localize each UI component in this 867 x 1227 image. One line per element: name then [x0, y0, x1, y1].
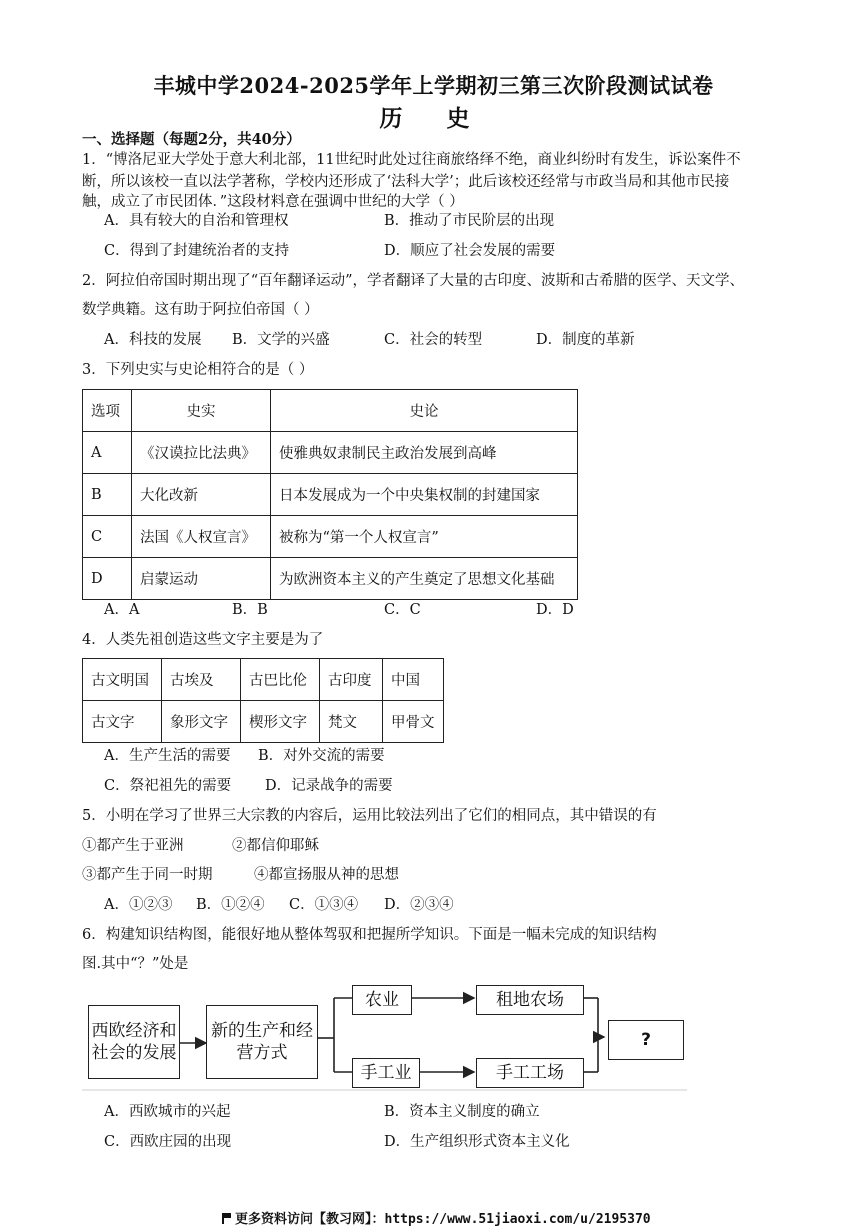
q4-option-c: C．祭祀祖先的需要: [104, 778, 232, 794]
q4-cell: 象形文字: [162, 701, 241, 743]
q1-stem-line1: 1．“博洛尼亚大学处于意大利北部，11世纪时此处过往商旅络绎不绝，商业纠纷时有发生，诉讼案件不: [82, 152, 741, 168]
section-heading: 一、选择题（每题2分，共40分）: [82, 131, 301, 148]
diagram-node-unknown: ?: [608, 1020, 684, 1060]
q5-statement-2: ②都信仰耶稣: [232, 838, 319, 854]
q2-stem-line2: 数学典籍。这有助于阿拉伯帝国（ ）: [82, 302, 319, 318]
q5-option-d: D．②③④: [384, 897, 454, 913]
q5-statement-4: ④都宣扬服从神的思想: [254, 867, 399, 883]
q3-option-b: B．B: [232, 602, 268, 618]
q4-table: [82, 658, 444, 743]
q4-cell: 甲骨文: [383, 701, 444, 743]
q5-statement-3: ③都产生于同一时期: [82, 867, 213, 883]
q5-option-c: C．①③④: [289, 897, 359, 913]
q3-cell: A: [83, 432, 132, 474]
q4-cell: 古埃及: [162, 659, 241, 701]
q4-cell: 古文明国: [83, 659, 162, 701]
diagram-node-economy-society: 西欧经济和社会的发展: [88, 1005, 180, 1079]
q3-table: [82, 389, 578, 600]
q2-option-c: C．社会的转型: [384, 332, 483, 348]
q6-option-a: A．西欧城市的兴起: [104, 1104, 231, 1120]
q5-stem: 5．小明在学习了世界三大宗教的内容后，运用比较法列出了它们的相同点，其中错误的有: [82, 808, 657, 824]
table-row: [83, 558, 578, 600]
q2-stem-line1: 2．阿拉伯帝国时期出现了“百年翻译运动”，学者翻译了大量的古印度、波斯和古希腊的医学、天文学、: [82, 273, 745, 289]
q3-option-d: D．D: [536, 602, 574, 618]
q1-stem-line2: 断，所以该校一直以法学著称，学校内还形成了‘法科大学’；此后该校还经常与市政当局和其他市民接: [82, 174, 730, 190]
table-row: [83, 516, 578, 558]
q2-option-d: D．制度的革新: [536, 332, 635, 348]
q5-option-b: B．①②④: [196, 897, 265, 913]
q1-option-c: C．得到了封建统治者的支持: [104, 243, 290, 259]
q3-cell: 被称为“第一个人权宣言”: [271, 516, 578, 558]
diagram-node-leased-farm: 租地农场: [476, 985, 584, 1015]
footer-link[interactable]: 更多资料访问【教习网】：https://www.51jiaoxi.com/u/2195370: [235, 1212, 651, 1227]
q3-stem: 3．下列史实与史论相符合的是（ ）: [82, 362, 314, 378]
q4-cell: 中国: [383, 659, 444, 701]
q3-header-cell: 史论: [271, 390, 578, 432]
footer: [222, 1208, 651, 1227]
q3-cell: 使雅典奴隶制民主政治发展到高峰: [271, 432, 578, 474]
q5-statement-1: ①都产生于亚洲: [82, 838, 184, 854]
q4-option-d: D．记录战争的需要: [265, 778, 393, 794]
diagram-node-workshop: 手工工场: [476, 1058, 584, 1088]
q4-option-b: B．对外交流的需要: [258, 748, 385, 764]
q3-cell: B: [83, 474, 132, 516]
q4-cell: 古文字: [83, 701, 162, 743]
q1-stem-line3: 触，成立了市民团体．”这段材料意在强调中世纪的大学（ ）: [82, 194, 464, 210]
q4-cell: 古印度: [320, 659, 383, 701]
q3-cell: 《汉谟拉比法典》: [132, 432, 271, 474]
q4-option-a: A．生产生活的需要: [104, 748, 231, 764]
q3-cell: D: [83, 558, 132, 600]
q3-table-header: [83, 390, 578, 432]
q2-option-b: B．文学的兴盛: [232, 332, 330, 348]
table-row: [83, 659, 444, 701]
exam-title: 丰城中学2024-2025学年上学期初三第三次阶段测试试卷: [153, 73, 714, 98]
q3-cell: 大化改新: [132, 474, 271, 516]
diagram-node-agriculture: 农业: [352, 985, 412, 1015]
q3-header-cell: 史实: [132, 390, 271, 432]
q3-cell: 日本发展成为一个中央集权制的封建国家: [271, 474, 578, 516]
q3-header-cell: 选项: [83, 390, 132, 432]
q3-option-a: A．A: [104, 602, 140, 618]
table-row: [83, 474, 578, 516]
q5-option-a: A．①②③: [104, 897, 173, 913]
q6-stem-line2: 图.其中“？”处是: [82, 956, 189, 972]
q3-cell: 法国《人权宣言》: [132, 516, 271, 558]
table-row: [83, 432, 578, 474]
q6-stem-line1: 6．构建知识结构图，能很好地从整体驾驭和把握所学知识。下面是一幅未完成的知识结构: [82, 927, 657, 943]
exam-subject: 历 史: [379, 105, 488, 132]
q3-cell: 启蒙运动: [132, 558, 271, 600]
diagram-node-new-production: 新的生产和经营方式: [206, 1005, 318, 1079]
q3-cell: 为欧洲资本主义的产生奠定了思想文化基础: [271, 558, 578, 600]
q6-option-d: D．生产组织形式资本主义化: [384, 1134, 570, 1150]
q1-option-d: D．顺应了社会发展的需要: [384, 243, 556, 259]
q1-option-b: B．推动了市民阶层的出现: [384, 213, 555, 229]
q4-cell: 楔形文字: [241, 701, 320, 743]
q6-option-c: C．西欧庄园的出现: [104, 1134, 232, 1150]
q4-stem: 4．人类先祖创造这些文字主要是为了: [82, 632, 324, 648]
table-row: [83, 701, 444, 743]
diagram-node-handicraft: 手工业: [352, 1058, 420, 1088]
q3-option-c: C．C: [384, 602, 421, 618]
q4-cell: 古巴比伦: [241, 659, 320, 701]
q1-option-a: A．具有较大的自治和管理权: [104, 213, 289, 229]
flag-icon: [222, 1213, 231, 1223]
q2-option-a: A．科技的发展: [104, 332, 202, 348]
q3-cell: C: [83, 516, 132, 558]
q6-option-b: B．资本主义制度的确立: [384, 1104, 540, 1120]
q4-cell: 梵文: [320, 701, 383, 743]
